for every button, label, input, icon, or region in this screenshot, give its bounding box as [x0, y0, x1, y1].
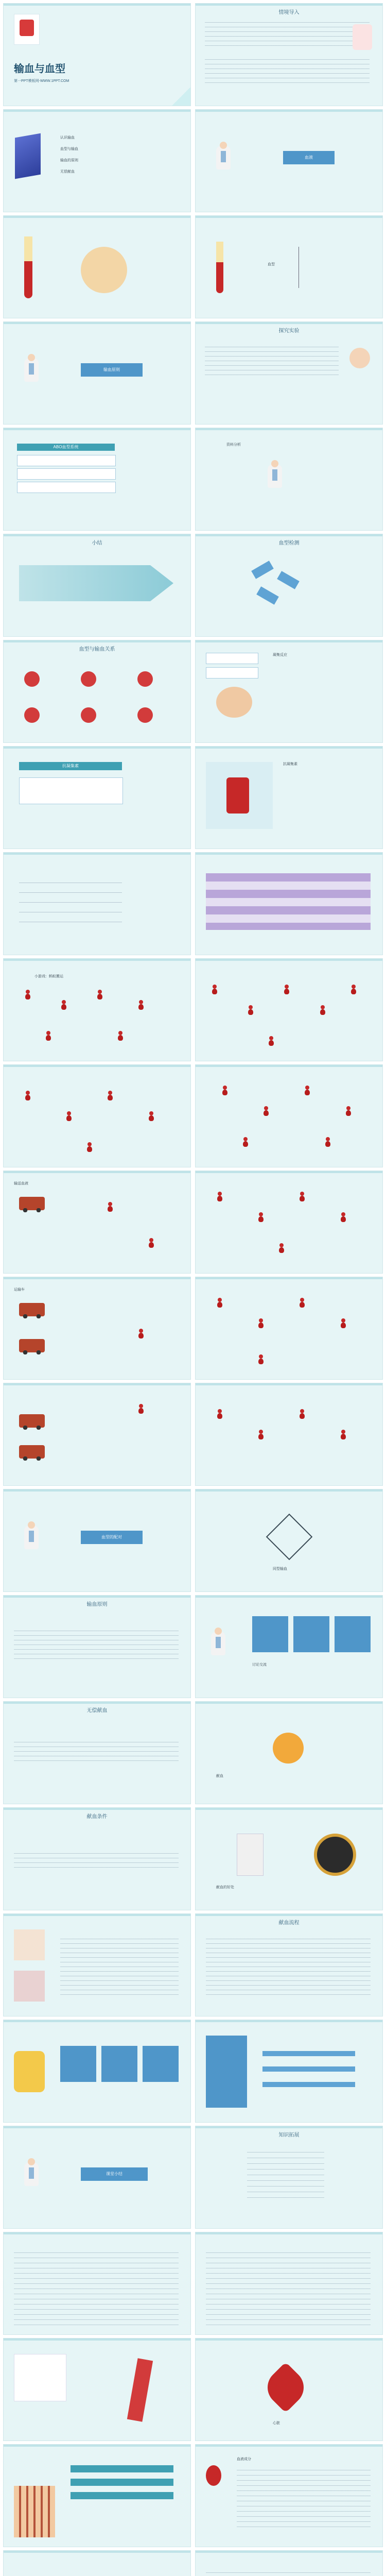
- slide-intro-text[interactable]: [195, 3, 383, 106]
- bracket-label: 血型: [268, 263, 275, 266]
- card: [335, 1616, 371, 1652]
- label-bar: ABO血型系统: [17, 444, 115, 451]
- slide-heading: 资料分析: [226, 443, 241, 447]
- slide-ants-1[interactable]: [3, 958, 191, 1061]
- photo-1: [14, 1929, 45, 1960]
- ant-icon: [137, 1329, 145, 1339]
- ant-icon: [221, 1086, 229, 1096]
- ant-icon: [24, 1091, 31, 1101]
- paragraph-lines: [206, 2248, 371, 2325]
- ant-icon: [257, 1318, 265, 1329]
- info-bar: [71, 2465, 173, 2472]
- slide-glass-icon: [251, 561, 274, 579]
- truck-icon: [19, 1197, 45, 1210]
- slide-stripe: [4, 2126, 190, 2128]
- test-tube-icon: [216, 242, 223, 293]
- ant-icon: [257, 1430, 265, 1440]
- slide-stripe: [196, 1596, 382, 1598]
- ant-icon: [211, 985, 218, 995]
- slide-toc[interactable]: [3, 109, 191, 212]
- slide-process[interactable]: [3, 1913, 191, 2016]
- slide-heading: 献血条件: [86, 1814, 108, 1820]
- slide-stripe: [196, 1171, 382, 1173]
- paragraph-lines: [205, 55, 370, 86]
- ant-icon: [216, 1192, 223, 1202]
- doctor-icon: [268, 464, 282, 488]
- toc-item-4[interactable]: 无偿献血: [60, 170, 75, 174]
- card: [60, 2046, 96, 2082]
- slide-reading[interactable]: [3, 2232, 191, 2335]
- card: [293, 1616, 329, 1652]
- ant-icon: [216, 1409, 223, 1419]
- ribbon-icon: [127, 2358, 153, 2421]
- slide-ants-6[interactable]: [195, 1383, 383, 1486]
- paragraph-lines: [206, 2566, 371, 2576]
- paragraph-lines: [14, 1738, 179, 1764]
- slide-heading: 抗凝集素: [283, 762, 297, 766]
- ant-icon: [340, 1430, 347, 1440]
- ant-icon: [107, 1202, 114, 1212]
- slide-stripe: [196, 2020, 382, 2022]
- paragraph-lines: [247, 2147, 324, 2198]
- ant-icon: [86, 1142, 93, 1153]
- cover-title: 输血与血型: [14, 63, 65, 75]
- ant-icon: [340, 1318, 347, 1329]
- ant-icon: [299, 1192, 306, 1202]
- poster-image: [14, 2354, 66, 2401]
- info-box: [206, 667, 258, 679]
- doctor-icon: [24, 1526, 39, 1549]
- slide-stripe: [196, 1277, 382, 1279]
- slide-heading: 讨论交流: [252, 1663, 267, 1667]
- ant-icon: [283, 985, 290, 995]
- slide-doctor-chat[interactable]: [195, 428, 383, 531]
- ant-icon: [257, 1354, 265, 1365]
- ant-icon: [60, 1000, 67, 1010]
- slide-truck-3[interactable]: [3, 1277, 191, 1380]
- type-table: [206, 873, 371, 930]
- ant-icon: [117, 1031, 124, 1041]
- info-row: [17, 468, 116, 480]
- slide-summary[interactable]: [3, 534, 191, 637]
- slide-stripe: [4, 1808, 190, 1810]
- data-table: [19, 873, 122, 925]
- ant-icon: [299, 1298, 306, 1308]
- slide-antibody[interactable]: [3, 746, 191, 849]
- label-box: 血型的配对: [81, 1531, 143, 1544]
- slide-stripe: [4, 1277, 190, 1279]
- slide-glass-icon: [256, 586, 279, 605]
- summary-bar: [262, 2082, 355, 2087]
- slide-ants-4[interactable]: [195, 1064, 383, 1167]
- blood-cell-icon: [81, 707, 96, 723]
- slide-heading: 血型与输血关系: [79, 647, 115, 652]
- slide-extension[interactable]: [195, 2126, 383, 2229]
- slide-principle[interactable]: [3, 321, 191, 425]
- slide-stripe: [4, 640, 190, 642]
- summary-bar: [262, 2051, 355, 2056]
- slide-stripe: [196, 2232, 382, 2234]
- ant-icon: [299, 1409, 306, 1419]
- paragraph-lines: [237, 2465, 371, 2527]
- slide-stripe: [4, 1383, 190, 1385]
- paragraph-lines: [205, 343, 339, 379]
- card: [101, 2046, 137, 2082]
- ant-icon: [148, 1238, 155, 1248]
- blood-bag-icon: [14, 14, 40, 45]
- info-box: [19, 777, 123, 804]
- slide-stripe: [196, 1383, 382, 1385]
- slide-glass-icon: [277, 571, 300, 589]
- ant-icon: [107, 1091, 114, 1101]
- slide-stripe: [4, 2232, 190, 2234]
- slide-stripe: [196, 322, 382, 324]
- ant-icon: [262, 1106, 270, 1116]
- slide-tubes[interactable]: [3, 215, 191, 318]
- slide-stripe: [196, 534, 382, 536]
- slide-donation-poster[interactable]: [195, 746, 383, 849]
- slide-exercise-2[interactable]: [195, 2550, 383, 2576]
- paragraph-lines: [14, 2248, 179, 2325]
- slide-principle-2[interactable]: [3, 1595, 191, 1698]
- slide-conditions[interactable]: [3, 1807, 191, 1910]
- label-box: 血液: [283, 151, 335, 164]
- slide-stripe: [196, 1489, 382, 1492]
- slide-stripe: [4, 2551, 190, 2553]
- slide-stripe: [196, 1702, 382, 1704]
- slide-heading: 献血的好处: [216, 1886, 234, 1889]
- slide-heading: 小结: [92, 540, 102, 546]
- ant-icon: [24, 990, 31, 1000]
- slide-table[interactable]: [3, 428, 191, 531]
- slide-heading: 献血流程: [278, 1920, 300, 1926]
- ant-icon: [304, 1086, 311, 1096]
- slide-heading: 探究实验: [278, 328, 300, 334]
- bracket-line: [299, 247, 350, 288]
- student-icon: [349, 348, 370, 368]
- blood-drop-icon: [353, 24, 372, 50]
- doctor-icon: [24, 358, 39, 382]
- slide-heart-poster[interactable]: [3, 2338, 191, 2441]
- cartoon-icon: [14, 2051, 45, 2092]
- info-row: [17, 455, 116, 466]
- truck-icon: [19, 1445, 45, 1459]
- slide-stripe: [196, 959, 382, 961]
- slide-donation-img[interactable]: [195, 1701, 383, 1804]
- slide-stripe: [196, 4, 382, 6]
- slide-stripe: [196, 1808, 382, 1810]
- truck-icon: [19, 1414, 45, 1428]
- slide-stripe: [196, 1065, 382, 1067]
- blood-cell-icon: [81, 671, 96, 687]
- slide-stripe: [4, 1914, 190, 1916]
- arrow-banner: [19, 565, 173, 601]
- donate-icon: [273, 1733, 304, 1764]
- photo-2: [14, 1971, 45, 2002]
- ant-icon: [268, 1036, 275, 1046]
- slide-stripe: [4, 428, 190, 430]
- slide-steps[interactable]: [3, 2020, 191, 2123]
- slide-components[interactable]: [195, 2444, 383, 2547]
- blood-cell-icon: [137, 671, 153, 687]
- slide-stripe: [4, 2338, 190, 2341]
- slide-stripe: [4, 1171, 190, 1173]
- slide-stripe: [196, 2445, 382, 2447]
- info-box: [206, 653, 258, 664]
- cover-subtitle: 第一PPT模板网-WWW.1PPT.COM: [14, 79, 69, 83]
- bottle-icon: [237, 1834, 264, 1876]
- truck-label: 输送血液: [14, 1182, 28, 1185]
- slide-stripe: [196, 747, 382, 749]
- slide-ants-3[interactable]: [3, 1064, 191, 1167]
- slide-stripe: [4, 1596, 190, 1598]
- slide-heading: 凝集反应: [273, 653, 287, 657]
- slide-figures[interactable]: [3, 2444, 191, 2547]
- stack-icon: [15, 133, 41, 179]
- slide-heart[interactable]: [195, 2338, 383, 2441]
- slide-heading: 血型检测: [278, 540, 300, 546]
- slide-stripe: [4, 1702, 190, 1704]
- slide-donation[interactable]: [3, 1701, 191, 1804]
- cell-plate-icon: [216, 687, 252, 718]
- paragraph-lines: [14, 1849, 179, 1870]
- ant-icon: [324, 1137, 331, 1147]
- slide-stripe: [4, 853, 190, 855]
- toc-item-2[interactable]: 血型与输血: [60, 147, 78, 151]
- slide-stripe: [4, 2445, 190, 2447]
- slide-benefit[interactable]: [195, 1807, 383, 1910]
- diamond-diagram: [266, 1514, 313, 1561]
- summary-bar: [262, 2066, 355, 2072]
- ant-icon: [247, 1005, 254, 1015]
- truck-label: 运输车: [14, 1288, 25, 1292]
- toc-item-3[interactable]: 输血的原则: [60, 159, 78, 162]
- info-row: [17, 482, 116, 493]
- slide-stripe: [196, 853, 382, 855]
- ant-icon: [45, 1031, 52, 1041]
- blood-drop-icon: [206, 2465, 221, 2486]
- slide-stripe: [196, 2338, 382, 2341]
- slide-stripe: [4, 1065, 190, 1067]
- slide-stripe: [4, 4, 190, 6]
- slide-stripe: [196, 2551, 382, 2553]
- ant-icon: [350, 985, 357, 995]
- truck-icon: [19, 1303, 45, 1316]
- paragraph-lines: [206, 1935, 371, 1996]
- ant-icon: [345, 1106, 352, 1116]
- ant-icon: [216, 1298, 223, 1308]
- ant-icon: [96, 990, 103, 1000]
- poster-image: [206, 762, 273, 829]
- slide-heading: 心脏: [273, 2421, 280, 2425]
- blood-cell-icon: [137, 707, 153, 723]
- slide-ants-5[interactable]: [195, 1277, 383, 1380]
- slide-stripe: [196, 1914, 382, 1916]
- label-box: 课堂小结: [81, 2167, 148, 2181]
- slide-reading-2[interactable]: [195, 2232, 383, 2335]
- slide-stripe: [4, 534, 190, 536]
- info-bar: [71, 2479, 173, 2486]
- slide-stripe: [4, 216, 190, 218]
- slide-class-summary[interactable]: [3, 2126, 191, 2229]
- slide-cover[interactable]: [3, 3, 191, 106]
- slide-stripe: [196, 216, 382, 218]
- ant-icon: [242, 1137, 249, 1147]
- paragraph-lines: [205, 18, 370, 49]
- game-label: 小游戏：蚂蚁搬运: [34, 975, 63, 978]
- doctor-icon: [211, 1632, 225, 1655]
- gauge-icon: [314, 1834, 356, 1876]
- slide-discussion[interactable]: [195, 1595, 383, 1698]
- slide-pairing[interactable]: [3, 1489, 191, 1592]
- ant-icon: [137, 1404, 145, 1414]
- slide-stripe: [4, 959, 190, 961]
- slide-process-2[interactable]: [195, 1913, 383, 2016]
- slide-exercise[interactable]: [3, 2550, 191, 2576]
- toc-item-1[interactable]: 认识输血: [60, 136, 75, 140]
- slide-heading: 情境导入: [278, 10, 300, 15]
- slide-ant-table[interactable]: [3, 852, 191, 955]
- slide-detection[interactable]: [195, 534, 383, 637]
- ant-icon: [257, 1212, 265, 1223]
- slide-heading: 血液成分: [237, 2458, 251, 2461]
- paragraph-lines: [60, 1935, 179, 1996]
- slide-summary-bars[interactable]: [195, 2020, 383, 2123]
- slide-type-table[interactable]: [195, 852, 383, 955]
- slide-stripe: [196, 640, 382, 642]
- slide-heading: 无偿献血: [86, 1708, 108, 1714]
- slide-diagram[interactable]: [195, 1489, 383, 1592]
- info-bar: [71, 2492, 173, 2499]
- label-bar: 抗凝集素: [19, 762, 122, 770]
- heart-icon: [260, 2362, 311, 2413]
- ant-icon: [319, 1005, 326, 1015]
- people-image: [14, 2486, 55, 2537]
- slide-ants-2[interactable]: [195, 958, 383, 1061]
- slide-stripe: [4, 110, 190, 112]
- slide-truck-1[interactable]: [3, 1171, 191, 1274]
- slide-heading: 献血: [216, 1774, 223, 1778]
- truck-icon: [19, 1339, 45, 1352]
- cell-dish-icon: [81, 247, 127, 293]
- slide-bloodtype[interactable]: [195, 215, 383, 318]
- ant-icon: [278, 1243, 285, 1253]
- test-tube-icon: [24, 236, 32, 298]
- slide-agglutination[interactable]: [195, 640, 383, 743]
- slide-stripe: [4, 747, 190, 749]
- slide-heading: 知识拓展: [278, 2132, 300, 2138]
- slide-relation[interactable]: [3, 640, 191, 743]
- card: [252, 1616, 288, 1652]
- side-panel: [206, 2036, 247, 2108]
- slide-corner: [172, 87, 190, 106]
- slide-stripe: [4, 2020, 190, 2022]
- slide-blood[interactable]: [195, 109, 383, 212]
- paragraph-lines: [14, 1626, 179, 1663]
- slide-truck-2[interactable]: [195, 1171, 383, 1274]
- doctor-icon: [216, 146, 231, 170]
- ant-icon: [340, 1212, 347, 1223]
- slide-heading: 输血原则: [86, 1602, 108, 1607]
- slide-stripe: [4, 1489, 190, 1492]
- slide-explore[interactable]: [195, 321, 383, 425]
- slide-stripe: [196, 110, 382, 112]
- ant-icon: [137, 1000, 145, 1010]
- label-box: 输血原则: [81, 363, 143, 377]
- ant-icon: [65, 1111, 73, 1122]
- ant-icon: [148, 1111, 155, 1122]
- card: [143, 2046, 179, 2082]
- blood-cell-icon: [24, 671, 40, 687]
- slide-stripe: [196, 2126, 382, 2128]
- slide-stripe: [196, 428, 382, 430]
- doctor-icon: [24, 2162, 39, 2186]
- slide-truck-4[interactable]: [3, 1383, 191, 1486]
- blood-cell-icon: [24, 707, 40, 723]
- diagram-label: 同型输血: [273, 1567, 287, 1571]
- slide-stripe: [4, 322, 190, 324]
